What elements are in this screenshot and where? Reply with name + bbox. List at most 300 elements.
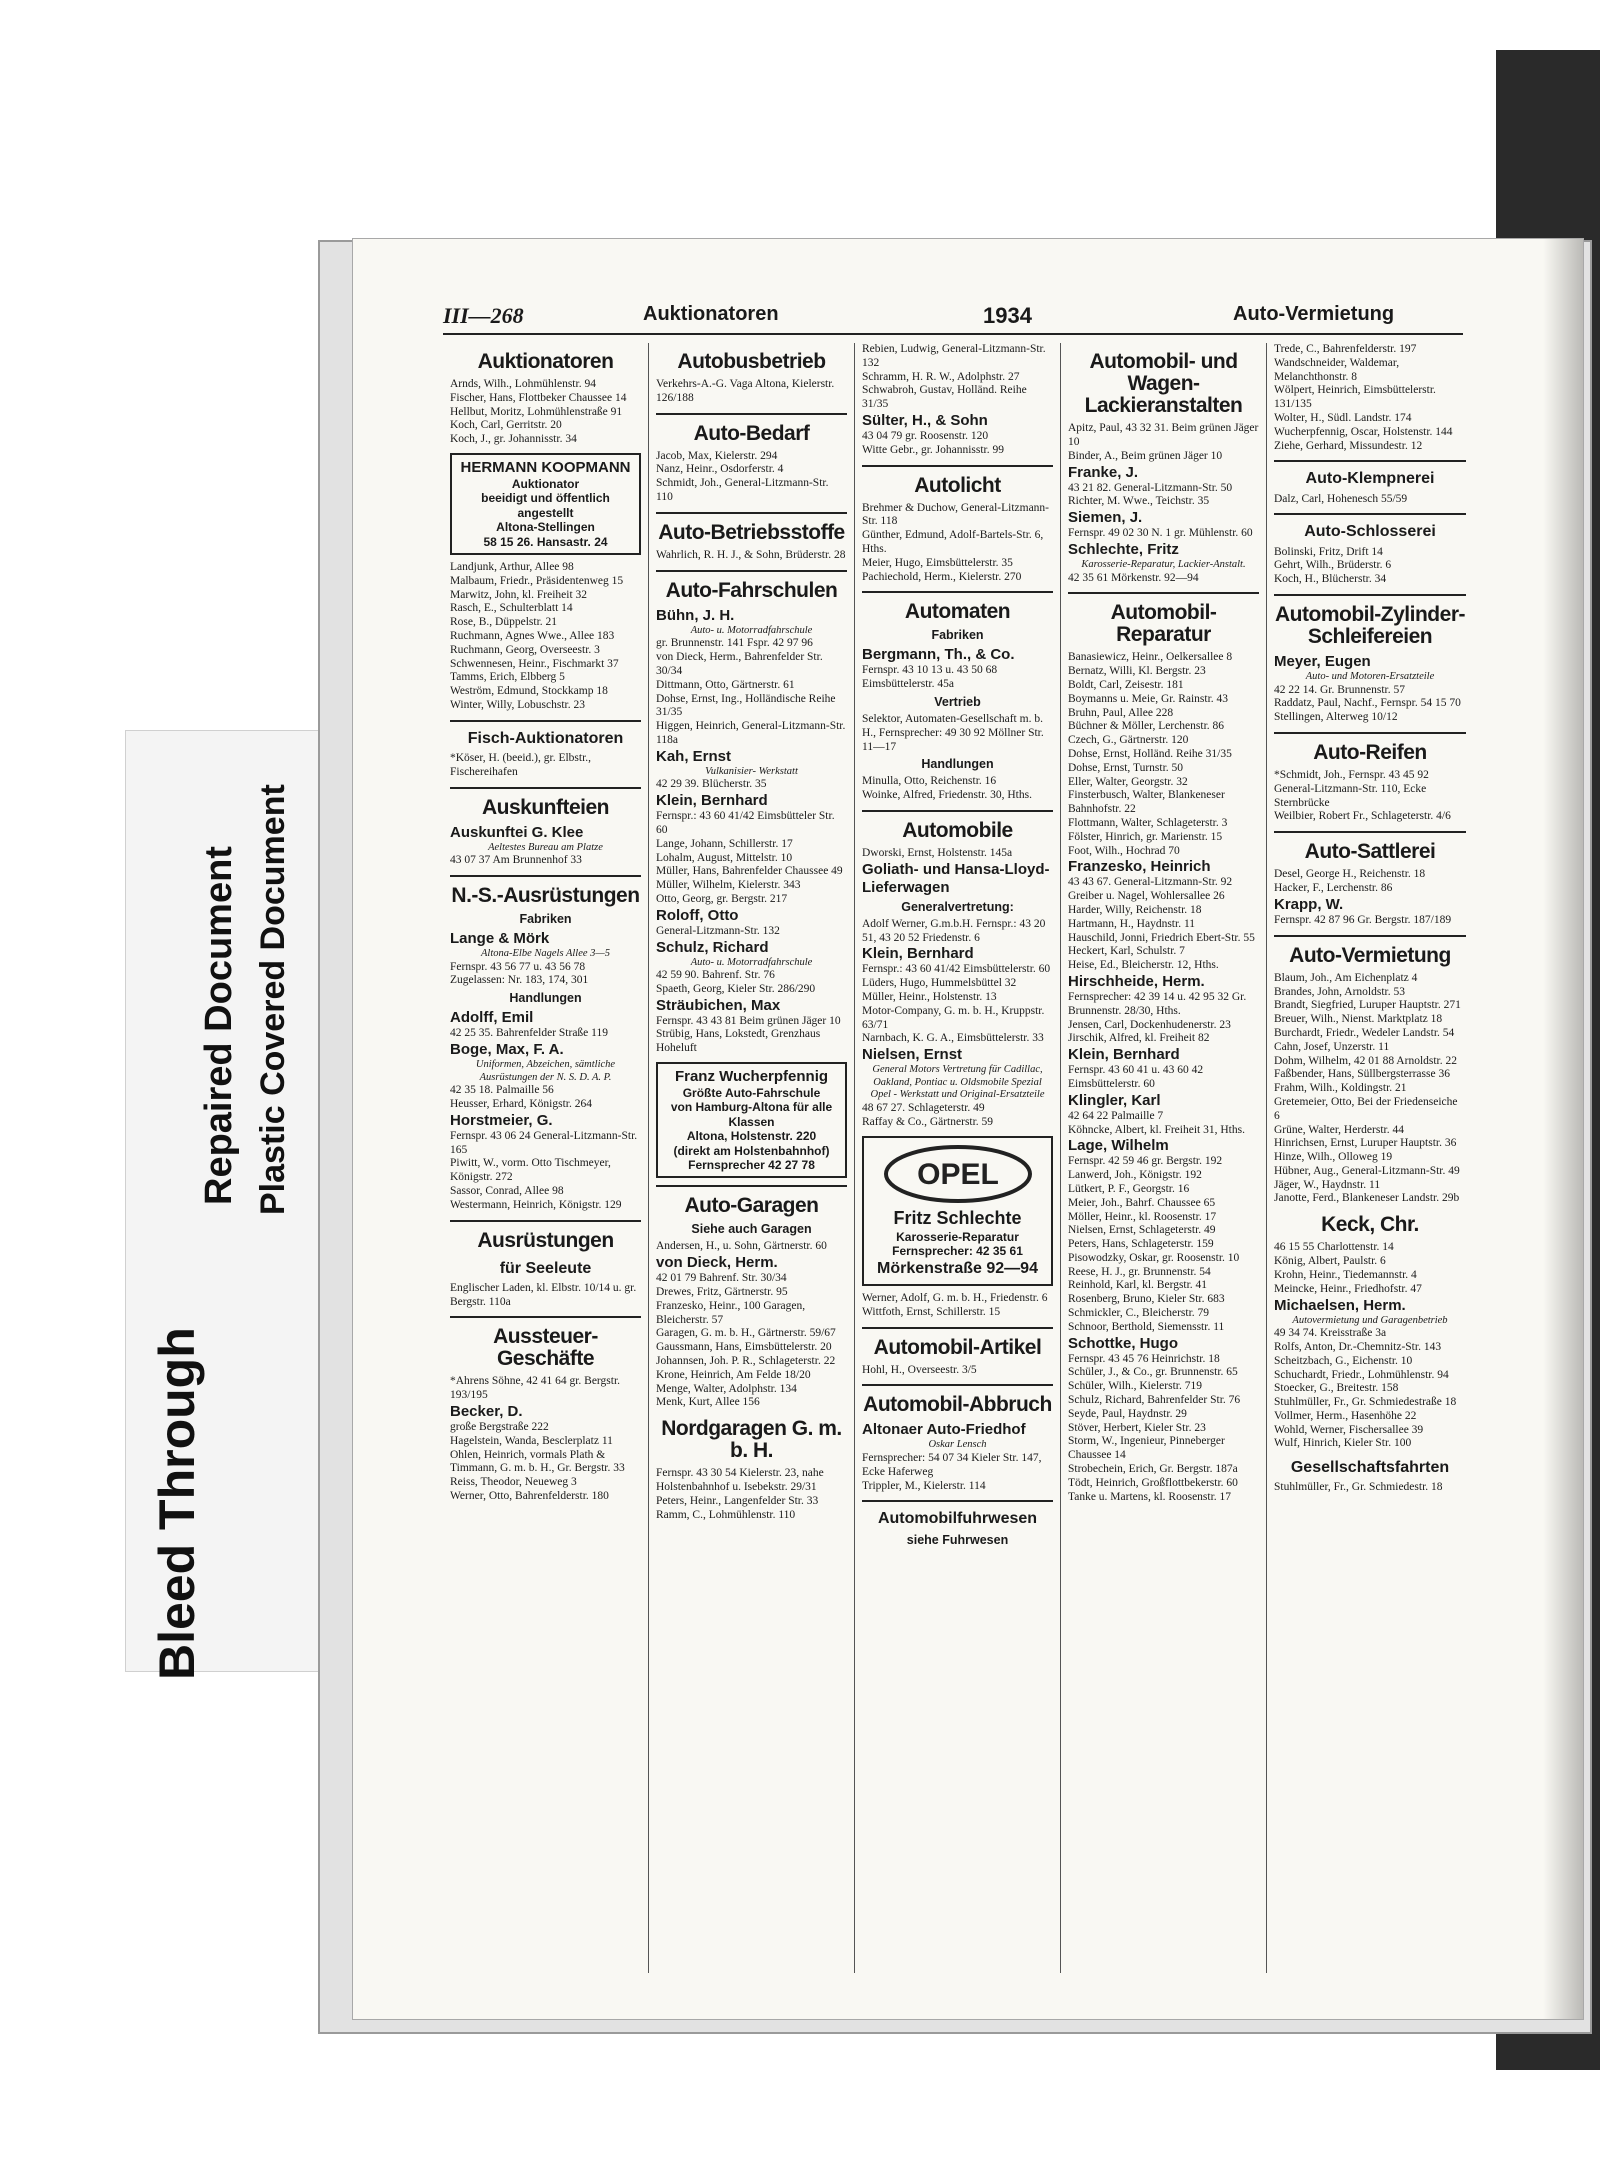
column-4	[1061, 343, 1267, 1973]
listing-entry: Rolfs, Anton, Dr.-Chemnitz-Str. 143	[1274, 1340, 1442, 1353]
listing-entry: Müller, Wilhelm, Kielerstr. 343	[656, 879, 801, 892]
featured-listing: Franzesko, Heinrich	[1068, 858, 1211, 876]
listing-entry: Meier, Hugo, Eimsbüttelerstr. 35	[862, 556, 1013, 569]
listing-entry: Lohalm, August, Mittelstr. 10	[656, 851, 793, 864]
section-heading: Auto-Betriebsstoffe	[658, 520, 845, 544]
listing-entry: Peters, Hans, Schlageterstr. 159	[1068, 1238, 1214, 1251]
listing-entry: Binder, A., Beim grünen Jäger 10	[1068, 449, 1223, 462]
listing-entry: Meier, Joh., Bahrf. Chaussee 65	[1068, 1196, 1216, 1209]
listing-entry: Müller, Heinr., Holstenstr. 13	[862, 991, 997, 1004]
listing-entry: Lanwerd, Joh., Königstr. 192	[1068, 1169, 1202, 1182]
listing-entry: Witte Gebr., gr. Johannisstr. 99	[862, 443, 1004, 456]
category-label: Handlungen	[509, 991, 582, 1006]
section-divider	[862, 591, 1053, 593]
listing-entry: Scheitzbach, G., Eichenstr. 10	[1274, 1354, 1413, 1367]
listing-entry: 42 01 79 Bahrenf. Str. 30/34	[656, 1272, 787, 1285]
column-3	[855, 343, 1061, 1973]
section-divider	[862, 810, 1053, 812]
listing-note: Auto- u. Motorradfahrschule	[690, 624, 813, 636]
listing-entry: Rosenberg, Bruno, Kieler Str. 683	[1068, 1293, 1225, 1306]
ad-line: Altona-Stellingen	[496, 520, 595, 535]
listing-entry: Wulf, Hinrich, Kieler Str. 100	[1274, 1437, 1412, 1450]
section-divider	[1274, 831, 1466, 833]
listing-note: Auto- u. Motorradfahrschule	[690, 956, 813, 968]
listing-entry: Fölster, Hinrich, gr. Marienstr. 15	[1068, 830, 1223, 843]
section-subheading: Auto-Schlosserei	[1304, 523, 1436, 541]
listing-entry: Fernspr. 43 43 81 Beim grünen Jäger 10	[656, 1014, 841, 1027]
listing-entry: Schramm, H. R. W., Adolphstr. 27	[862, 370, 1020, 383]
listing-entry: Fernspr. 43 60 41 u. 43 60 42 Eimsbüttelerstr. 60	[1068, 1064, 1204, 1090]
section-heading: N.-S.-Ausrüstungen	[451, 883, 640, 907]
ad-line: 58 15 26. Hansastr. 24	[483, 534, 608, 549]
listing-entry: Tanke u. Martens, kl. Roosenstr. 17	[1068, 1490, 1232, 1503]
listing-entry: 42 22 14. Gr. Brunnenstr. 57	[1274, 683, 1405, 696]
listing-entry: Tamms, Erich, Elbberg 5	[450, 671, 565, 684]
listing-entry: Otto, Georg, gr. Bergstr. 217	[656, 892, 788, 905]
category-label: Generalvertretung:	[901, 899, 1014, 914]
section-divider	[1068, 592, 1259, 594]
section-heading: Automaten	[904, 600, 1011, 624]
ad-line: Altona, Holstenstr. 220	[686, 1129, 817, 1144]
listing-entry: Janotte, Ferd., Blankeneser Landstr. 29b	[1274, 1192, 1460, 1205]
featured-listing: Altonaer Auto-Friedhof	[862, 1421, 1026, 1439]
section-subheading: Auto-Klempnerei	[1305, 470, 1435, 488]
listing-entry: Lüders, Hugo, Hummelsbüttel 32	[862, 977, 1017, 990]
listing-note: Uniformen, Abzeichen, sämtliche Ausrüstungen der N. S. D. A. P.	[475, 1059, 616, 1083]
section-heading: Auto-Reifen	[1313, 741, 1427, 765]
listing-entry: Westermann, Heinrich, Königstr. 129	[450, 1198, 622, 1211]
listing-entry: Fernspr.: 43 60 41/42 Eimsbütteler Str. 60	[656, 810, 835, 836]
section-heading: Nordgaragen G. m. b. H.	[661, 1417, 842, 1463]
ad-line: Fernsprecher: 42 35 61	[892, 1244, 1023, 1259]
featured-listing: Roloff, Otto	[656, 906, 739, 924]
section-divider	[450, 875, 641, 877]
listing-entry: Krone, Heinrich, Am Felde 18/20	[656, 1368, 811, 1381]
listing-entry: 43 04 79 gr. Roosenstr. 120	[862, 429, 989, 442]
featured-listing: Bergmann, Th., & Co.	[862, 646, 1015, 664]
listing-entry: Gretemeier, Otto, Bei der Friedenseiche 6	[1274, 1095, 1458, 1122]
listing-entry: *Köser, H. (beeid.), gr. Elbstr., Fischereihafen	[450, 751, 592, 778]
listing-entry: *Schmidt, Joh., Fernspr. 43 45 92 General-Litzmann-Str. 110, Ecke Sternbrücke	[1274, 769, 1429, 809]
ad-line: Karosserie-Reparatur	[896, 1230, 1019, 1245]
listing-entry: Brandt, Siegfried, Luruper Hauptstr. 271	[1274, 999, 1461, 1012]
featured-listing: Nielsen, Ernst	[862, 1046, 963, 1064]
featured-listing: Hirschheide, Herm.	[1068, 972, 1205, 990]
listing-entry: Rasch, E., Schulterblatt 14	[450, 602, 573, 615]
listing-entry: Nanz, Heinr., Osdorferstr. 4	[656, 463, 784, 476]
listing-entry: Werner, Adolf, G. m. b. H., Friedenstr. 6	[862, 1291, 1048, 1304]
section-divider	[450, 1220, 641, 1222]
listing-entry: Fernspr. 43 10 13 u. 43 50 68 Eimsbüttelerstr. 45a	[862, 664, 998, 691]
ad-line: beeidigt und öffentlich angestellt	[481, 491, 610, 520]
category-label: Siehe auch Garagen	[691, 1222, 812, 1237]
featured-listing: Klein, Bernhard	[1068, 1046, 1180, 1064]
listing-entry: Frahm, Wilh., Koldingstr. 21	[1274, 1082, 1407, 1095]
category-label: Vertrieb	[934, 695, 981, 710]
listing-entry: Flottmann, Walter, Schlageterstr. 3	[1068, 816, 1228, 829]
listing-entry: Strübig, Hans, Lokstedt, Grenzhaus Hoheluft	[656, 1028, 821, 1055]
listing-entry: Peters, Heinr., Langenfelder Str. 33	[656, 1494, 819, 1507]
listing-entry: Fernspr. 42 59 46 gr. Bergstr. 192	[1068, 1155, 1223, 1168]
featured-listing: Boge, Max, F. A.	[450, 1041, 564, 1058]
listing-entry: Desel, George H., Reichenstr. 18	[1274, 868, 1426, 881]
listing-entry: Hinze, Wilh., Olloweg 19	[1274, 1151, 1393, 1164]
featured-listing: Horstmeier, G.	[450, 1111, 553, 1129]
listing-entry: Jensen, Carl, Dockenhudenerstr. 23	[1068, 1018, 1231, 1031]
featured-listing: Krapp, W.	[1274, 895, 1344, 913]
listing-entry: Heusser, Erhard, Königstr. 264	[450, 1097, 592, 1110]
listing-entry: Wohld, Werner, Fischersallee 39	[1274, 1423, 1424, 1436]
category-label: Handlungen	[921, 757, 994, 772]
section-heading: Auskunfteien	[481, 795, 609, 819]
listing-entry: Schmidt, Joh., General-Litzmann-Str. 110	[656, 477, 829, 504]
listing-entry: Hübner, Aug., General-Litzmann-Str. 49	[1274, 1164, 1460, 1177]
listing-entry: Trede, C., Bahrenfelderstr. 197	[1274, 343, 1417, 355]
listing-entry: Stöver, Herbert, Kieler Str. 23	[1068, 1421, 1206, 1434]
listing-entry: Fernspr. 43 30 54 Kielerstr. 23, nahe Holstenbahnhof u. Isebekstr. 29/31	[656, 1467, 824, 1494]
section-heading: Ausrüstungen	[477, 1228, 614, 1252]
section-heading: Keck, Chr.	[1321, 1213, 1419, 1237]
listing-entry: Greiber u. Nagel, Wohlersallee 26	[1068, 890, 1225, 903]
listing-entry: Schwabroh, Gustav, Holländ. Reihe 31/35	[862, 384, 1027, 411]
section-heading: Auto-Sattlerei	[1304, 840, 1436, 864]
listing-entry: Wölpert, Heinrich, Eimsbüttelerstr. 131/135	[1274, 384, 1436, 411]
listing-entry: 42 59 90. Bahrenf. Str. 76	[656, 969, 775, 982]
section-heading: Automobil-Zylinder-Schleifereien	[1275, 602, 1465, 648]
featured-listing: Schulz, Richard	[656, 938, 769, 956]
listing-entry: Bernatz, Willi, Kl. Bergstr. 23	[1068, 665, 1206, 678]
listing-entry: Menge, Walter, Adolphstr. 134	[656, 1382, 797, 1395]
ad-line: Mörkenstraße 92—94	[877, 1259, 1038, 1277]
listing-entry: Wolter, H., Südl. Landstr. 174	[1274, 411, 1412, 424]
listing-entry: 46 15 55 Charlottenstr. 14	[1274, 1241, 1394, 1254]
listing-entry: Winter, Willy, Lobuschstr. 23	[450, 698, 586, 711]
section-heading: Auto-Fahrschulen	[665, 578, 838, 602]
section-divider	[450, 1316, 641, 1318]
listing-entry: Finsterbusch, Walter, Blankeneser Bahnhofstr. 22	[1068, 789, 1225, 816]
listing-entry: Fernspr. 43 06 24 General-Litzmann-Str. 165	[450, 1129, 638, 1156]
listing-entry: Heckert, Karl, Schulstr. 7	[1068, 945, 1185, 958]
featured-listing: Becker, D.	[450, 1403, 523, 1421]
opel-logo-text: OPEL	[916, 1157, 999, 1191]
category-label: Fabriken	[931, 628, 984, 643]
page-header	[443, 299, 1463, 335]
listing-entry: Richter, M. Wwe., Teichstr. 35	[1068, 495, 1210, 508]
listing-entry: Hinrichsen, Ernst, Luruper Hauptstr. 36	[1274, 1137, 1457, 1150]
listing-entry: Krohn, Heinr., Tiedemannstr. 4	[1274, 1268, 1417, 1281]
listing-entry: Raffay & Co., Gärtnerstr. 59	[862, 1115, 994, 1128]
listing-entry: Grüne, Walter, Herderstr. 44	[1274, 1123, 1404, 1136]
featured-listing: Klingler, Karl	[1068, 1091, 1161, 1109]
listing-entry: große Bergstraße 222	[450, 1421, 549, 1434]
featured-listing: Bühn, J. H.	[656, 606, 735, 624]
listing-entry: Storm, W., Ingenieur, Pinneberger Chaussee 14	[1068, 1435, 1225, 1462]
listing-entry: Koch, H., Blücherstr. 34	[1274, 573, 1387, 586]
listing-entry: Franzesko, Heinr., 100 Garagen, Bleicherstr. 57	[656, 1299, 806, 1326]
listing-entry: Hartmann, H., Haydnstr. 11	[1068, 917, 1196, 930]
listing-entry: Piwitt, W., vorm. Otto Tischmeyer, Königstr. 272	[450, 1157, 611, 1184]
listing-note: Autovermietung und Garagenbetrieb	[1292, 1314, 1448, 1326]
listing-entry: Banasiewicz, Heinr., Oelkersallee 8	[1068, 651, 1233, 664]
section-subheading: Gesellschaftsfahrten	[1290, 1459, 1450, 1477]
section-subheading: Automobilfuhrwesen	[877, 1510, 1038, 1528]
listing-entry: Rose, B., Düppelstr. 21	[450, 616, 558, 629]
listing-entry: Selektor, Automaten-Gesellschaft m. b. H., Fernsprecher: 49 30 92 Möllner Str. 11—17	[862, 713, 1044, 753]
listing-entry: Minulla, Otto, Reichenstr. 16	[862, 775, 997, 788]
advertisement-box	[450, 453, 641, 555]
listing-entry: Verkehrs-A.-G. Vaga Altona, Kielerstr. 126/188	[656, 378, 835, 404]
listing-entry: Dworski, Ernst, Holstenstr. 145a	[862, 847, 1013, 860]
listing-entry: Hauschild, Jonni, Friedrich Ebert-Str. 55	[1068, 931, 1255, 944]
listing-entry: Brehmer & Duchow, General-Litzmann-Str. 118	[862, 501, 1050, 528]
section-heading: Automobil- und Wagen-Lackieranstalten	[1084, 350, 1243, 418]
listing-entry: Köhncke, Albert, kl. Freiheit 31, Hths.	[1068, 1123, 1245, 1136]
listing-entry: Garagen, G. m. b. H., Gärtnerstr. 59/67	[656, 1327, 836, 1340]
section-divider	[862, 1500, 1053, 1502]
listing-entry: Fernspr. 43 45 76 Heinrichstr. 18	[1068, 1352, 1220, 1365]
listing-entry: Schuchardt, Friedr., Lohmühlenstr. 94	[1274, 1368, 1449, 1381]
section-divider	[656, 512, 847, 514]
listing-entry: Gehrt, Wilh., Brüderstr. 6	[1274, 559, 1392, 572]
section-heading: Automobil-Abbruch	[863, 1393, 1052, 1417]
listing-entry: Brandes, John, Arnoldstr. 53	[1274, 985, 1405, 998]
listing-entry: Büchner & Möller, Lerchenstr. 86	[1068, 720, 1225, 733]
listing-entry: Dittmann, Otto, Gärtnerstr. 61	[656, 678, 795, 691]
listing-entry: Higgen, Heinrich, General-Litzmann-Str. 118a	[656, 720, 846, 746]
listing-entry: Motor-Company, G. m. b. H., Kruppstr. 63/71	[862, 1004, 1045, 1031]
listing-entry: Apitz, Paul, 43 32 31. Beim grünen Jäger 10	[1068, 422, 1259, 448]
listing-entry: 43 21 82. General-Litzmann-Str. 50	[1068, 481, 1233, 494]
featured-listing: Klein, Bernhard	[656, 792, 768, 810]
listing-entry: Hacker, F., Lerchenstr. 86	[1274, 882, 1393, 895]
listing-entry: Jacob, Max, Kielerstr. 294	[656, 449, 778, 462]
section-divider	[1274, 513, 1466, 515]
listing-entry: Boldt, Carl, Zeisestr. 181	[1068, 679, 1184, 691]
section-subheading: für Seeleute	[499, 1259, 592, 1277]
listing-entry: Raddatz, Paul, Nachf., Fernspr. 54 15 70 Stellingen, Alterweg 10/12	[1274, 697, 1461, 724]
header-right-title: Auto-Vermietung	[1233, 303, 1395, 325]
listing-entry: Dalz, Carl, Hohenesch 55/59	[1274, 492, 1408, 505]
listing-entry: Arnds, Wilh., Lohmühlenstr. 94	[450, 378, 596, 391]
section-heading: Auto-Garagen	[684, 1194, 819, 1218]
listing-entry: Dohm, Wilhelm, 42 01 88 Arnoldstr. 22	[1274, 1054, 1458, 1067]
listing-entry: Zugelassen: Nr. 183, 174, 301	[450, 974, 589, 987]
listing-entry: Blaum, Joh., Am Eichenplatz 4	[1274, 971, 1418, 984]
listing-entry: Schmickler, C., Bleicherstr. 79	[1068, 1307, 1210, 1320]
listing-entry: Reese, H. J., gr. Brunnenstr. 54	[1068, 1265, 1211, 1278]
label-repaired-document: Repaired Document	[198, 846, 240, 1205]
listing-entry: Fernsprecher: 54 07 34 Kieler Str. 147, Ecke Haferweg	[862, 1452, 1042, 1478]
listing-entry: Jirschik, Alfred, kl. Freiheit 82	[1068, 1032, 1210, 1045]
listing-entry: Weilbier, Robert Fr., Schlageterstr. 4/6	[1274, 810, 1451, 823]
listing-entry: Möller, Heinr., kl. Roosenstr. 17	[1068, 1210, 1217, 1223]
listing-entry: Narnbach, K. G. A., Eimsbüttelerstr. 33	[862, 1032, 1044, 1045]
listing-entry: Foot, Wilh., Hochrad 70	[1068, 844, 1180, 857]
featured-listing: Goliath- und Hansa-Lloyd-Lieferwagen	[862, 860, 1050, 896]
listing-note: Aeltestes Bureau am Platze	[488, 841, 603, 853]
listing-entry: 42 64 22 Palmaille 7	[1068, 1109, 1164, 1122]
featured-listing: Kah, Ernst	[656, 747, 732, 765]
listing-entry: Trippler, M., Kielerstr. 114	[862, 1479, 986, 1492]
listing-entry: Seyde, Paul, Haydnstr. 29	[1068, 1407, 1187, 1420]
listing-entry: 42 29 39. Blücherstr. 35	[656, 778, 767, 791]
category-label: siehe Fuhrwesen	[906, 1532, 1009, 1547]
listing-entry: Jäger, W., Haydnstr. 11	[1274, 1178, 1381, 1191]
listing-entry: Dohse, Ernst, Holländ. Reihe 31/35	[1068, 747, 1232, 760]
listing-entry: Schulz, Richard, Bahrenfelder Str. 76	[1068, 1394, 1241, 1407]
listing-entry: Fischer, Hans, Flottbeker Chaussee 14	[450, 391, 627, 404]
listing-entry: General-Litzmann-Str. 132	[656, 924, 780, 937]
listing-note: Oskar Lensch	[928, 1439, 987, 1451]
listing-entry: Wittfoth, Ernst, Schillerstr. 15	[862, 1305, 1001, 1318]
section-heading: Automobil-Reparatur	[1110, 601, 1217, 647]
listing-entry: Hagelstein, Wanda, Besclerplatz 11	[450, 1434, 613, 1447]
listing-note: Vulkanisier- Werkstatt	[705, 765, 798, 777]
featured-listing: Siemen, J.	[1068, 509, 1143, 527]
listing-entry: Müller, Hans, Bahrenfelder Chaussee 49	[656, 865, 843, 878]
listing-entry: Spaeth, Georg, Kieler Str. 286/290	[656, 982, 816, 995]
section-divider	[1274, 594, 1466, 596]
featured-listing: Sülter, H., & Sohn	[862, 411, 988, 429]
listing-entry: Günther, Edmund, Adolf-Bartels-Str. 6, Hths.	[862, 529, 1044, 556]
listing-entry: 42 35 61 Mörkenstr. 92—94	[1068, 571, 1199, 584]
section-heading: Auktionatoren	[477, 350, 614, 373]
listing-entry: Fernsprecher: 42 39 14 u. 42 95 32 Gr. Brunnenstr. 28/30, Hths.	[1068, 990, 1247, 1017]
header-year: 1934	[983, 303, 1032, 328]
ad-line: (direkt am Holstenbahnhof) Fernsprecher 42 27 78	[673, 1143, 830, 1173]
listing-entry: Englischer Laden, kl. Elbstr. 10/14 u. gr. Bergstr. 110a	[450, 1281, 637, 1308]
section-heading: Auto-Vermietung	[1289, 943, 1451, 967]
listing-entry: Hellbut, Moritz, Lohmühlenstraße 91	[450, 405, 623, 418]
featured-listing: Lange & Mörk	[450, 930, 550, 948]
listing-entry: Pachiechold, Herm., Kielerstr. 270	[862, 570, 1022, 583]
ad-line: HERMANN KOOPMANN	[460, 459, 631, 477]
listing-entry: *Ahrens Söhne, 42 41 64 gr. Bergstr. 193/195	[450, 1375, 621, 1402]
label-bleed-through: Bleed Through	[149, 1327, 205, 1680]
listing-entry: Rebien, Ludwig, General-Litzmann-Str. 132	[862, 343, 1046, 369]
listing-entry: Lange, Johann, Schillerstr. 17	[656, 837, 793, 850]
section-divider	[1274, 732, 1466, 734]
section-divider	[1274, 460, 1466, 462]
featured-listing: Schottke, Hugo	[1068, 1334, 1179, 1352]
listing-entry: Wucherpfennig, Oscar, Holstenstr. 144	[1274, 425, 1453, 438]
featured-listing: von Dieck, Herm.	[656, 1254, 778, 1272]
listing-entry: Vollmer, Herm., Hasenhöhe 22	[1274, 1409, 1417, 1422]
section-divider	[656, 1185, 847, 1187]
column-2	[649, 343, 855, 1973]
listing-entry: Drewes, Fritz, Gärtnerstr. 95	[656, 1286, 788, 1299]
listing-entry: Breuer, Wilh., Nienst. Marktplatz 18	[1274, 1013, 1443, 1026]
listing-entry: Ramm, C., Lohmühlenstr. 110	[656, 1508, 796, 1521]
listing-entry: König, Albert, Paulstr. 6	[1274, 1255, 1386, 1268]
listing-entry: 43 43 67. General-Litzmann-Str. 92	[1068, 876, 1233, 889]
listing-entry: Johannsen, Joh. P. R., Schlageterstr. 22	[656, 1355, 836, 1368]
listing-entry: Marwitz, John, kl. Freiheit 32	[450, 588, 588, 601]
section-divider	[862, 1384, 1053, 1386]
page-number: III—268	[443, 303, 524, 328]
listing-entry: Koch, J., gr. Johannisstr. 34	[450, 433, 577, 446]
section-divider	[862, 1327, 1053, 1329]
listing-entry: Harder, Willy, Reichenstr. 18	[1068, 903, 1202, 916]
listing-entry: Schnoor, Berthold, Siemensstr. 11	[1068, 1320, 1225, 1333]
listing-entry: Schüler, J., & Co., gr. Brunnenstr. 65	[1068, 1366, 1238, 1379]
listing-entry: Menk, Kurt, Allee 156	[656, 1396, 760, 1409]
advertisement-box	[656, 1062, 847, 1178]
listing-entry: Fernspr.: 43 60 41/42 Eimsbüttelerstr. 60	[862, 963, 1051, 976]
listing-entry: Andersen, H., u. Sohn, Gärtnerstr. 60	[656, 1240, 827, 1253]
listing-entry: Eller, Walter, Georgstr. 32	[1068, 775, 1188, 788]
listing-entry: Bruhn, Paul, Allee 228	[1068, 706, 1174, 719]
section-divider	[656, 413, 847, 415]
listing-entry: 43 07 37 Am Brunnenhof 33	[450, 854, 582, 867]
listing-entry: Burchardt, Friedr., Wedeler Landstr. 54	[1274, 1026, 1455, 1039]
listing-entry: gr. Brunnenstr. 141 Fspr. 42 97 96	[656, 637, 813, 650]
listing-entry: Tödt, Heinrich, Großflottbekerstr. 60	[1068, 1476, 1238, 1489]
section-divider	[450, 720, 641, 722]
listing-entry: Reiss, Theodor, Neueweg 3	[450, 1476, 577, 1489]
section-subheading: Fisch-Auktionatoren	[467, 729, 624, 747]
listing-entry: Fernspr. 49 02 30 N. 1 gr. Mühlenstr. 60	[1068, 527, 1253, 540]
section-heading: Automobile	[902, 819, 1013, 843]
ad-line: Franz Wucherpfennig	[674, 1068, 829, 1086]
listing-entry: 48 67 27. Schlageterstr. 49	[862, 1102, 985, 1115]
header-left-title: Auktionatoren	[643, 303, 779, 325]
listing-entry: Woinke, Alfred, Friedenstr. 30, Hths.	[862, 789, 1032, 802]
category-label: Fabriken	[519, 912, 572, 927]
listing-entry: Stoecker, G., Breitestr. 158	[1274, 1382, 1399, 1395]
listing-entry: Ohlen, Heinrich, vormals Plath & Timmann, G. m. b. H., Gr. Bergstr. 33	[450, 1448, 625, 1475]
listing-entry: Czech, G., Gärtnerstr. 120	[1068, 734, 1189, 747]
opel-logo	[883, 1144, 1033, 1204]
listing-note: Auto- und Motoren-Ersatzteile	[1305, 671, 1435, 683]
section-heading: Autobusbetrieb	[677, 350, 826, 373]
section-divider	[656, 570, 847, 572]
section-divider	[1274, 935, 1466, 937]
listing-entry: Faßbender, Hans, Süllbergsterrasse 36	[1274, 1068, 1450, 1081]
ad-line: Auktionator	[511, 477, 580, 492]
featured-listing: Klein, Bernhard	[862, 945, 974, 963]
listing-entry: Landjunk, Arthur, Allee 98	[450, 560, 574, 573]
listing-entry: Hohl, H., Overseestr. 3/5	[862, 1363, 977, 1376]
column-1	[443, 343, 649, 1973]
listing-entry: Pisowodzky, Oskar, gr. Roosenstr. 10	[1068, 1251, 1240, 1264]
listing-entry: Fernspr. 43 56 77 u. 43 56 78	[450, 960, 586, 973]
ad-line: Fritz Schlechte	[893, 1208, 1022, 1229]
listing-entry: 42 25 35. Bahrenfelder Straße 119	[450, 1027, 608, 1040]
listing-entry: Dohse, Ernst, Turnstr. 50	[1068, 761, 1184, 774]
listing-note: General Motors Vertretung für Cadillac, Oakland, Pontiac u. Oldsmobile Spezial Opel - Werkstatt und Original-Ersatzteile	[870, 1064, 1045, 1101]
listing-entry: Strobechein, Erich, Gr. Bergstr. 187a	[1068, 1463, 1238, 1476]
listing-entry: von Dieck, Herm., Bahrenfelder Str. 30/34	[656, 651, 823, 677]
listing-entry: 49 34 74. Kreisstraße 3a	[1274, 1327, 1387, 1340]
listing-entry: Koch, Carl, Gerritstr. 20	[450, 419, 562, 432]
section-divider	[450, 787, 641, 789]
listing-entry: Malbaum, Friedr., Präsidentenweg 15	[450, 574, 624, 587]
featured-listing: Schlechte, Fritz	[1068, 540, 1179, 558]
listing-entry: Stuhlmüller, Fr., Gr. Schmiedestr. 18	[1274, 1481, 1443, 1494]
listing-entry: Cahn, Josef, Unzerstr. 11	[1274, 1040, 1390, 1053]
listing-entry: Schwennesen, Heinr., Fischmarkt 37	[450, 657, 619, 670]
column-5	[1267, 343, 1473, 1973]
listing-entry: Nielsen, Ernst, Schlageterstr. 49	[1068, 1224, 1216, 1237]
section-heading: Autolicht	[914, 473, 1001, 497]
listing-entry: 42 35 18. Palmaille 56	[450, 1084, 554, 1097]
columns-container	[443, 343, 1473, 1973]
listing-note: Altona-Elbe Nagels Allee 3—5	[481, 948, 610, 960]
featured-listing: Sträubichen, Max	[656, 996, 781, 1014]
featured-listing: Adolff, Emil	[450, 1009, 534, 1027]
listing-entry: Sassor, Conrad, Allee 98	[450, 1184, 564, 1197]
